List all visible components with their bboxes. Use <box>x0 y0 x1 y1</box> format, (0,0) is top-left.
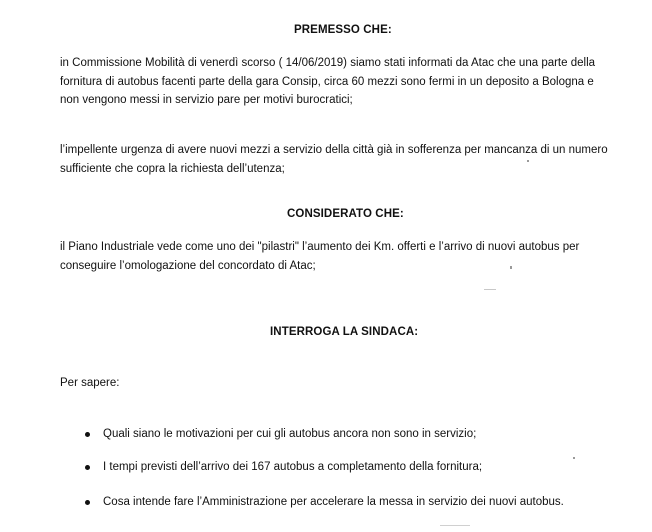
list-item <box>85 461 482 473</box>
paragraph-line: conseguire l’omologazione del concordato di Atac; <box>60 259 316 272</box>
paragraph-line: fornitura di autobus facenti parte della gara Consip, circa 60 mezzi sono fermi in un deposito a Bologna e <box>60 75 594 88</box>
scan-speck <box>510 266 512 269</box>
bullet-icon <box>85 500 90 505</box>
heading-considerato-che: CONSIDERATO CHE: <box>287 208 404 220</box>
scan-speck <box>440 525 470 526</box>
per-sapere-line: Per sapere: <box>60 377 120 389</box>
scan-speck <box>484 289 496 290</box>
list-item <box>85 496 564 508</box>
heading-interroga-la-sindaca: INTERROGA LA SINDACA: <box>270 326 419 338</box>
list-item-text: Quali siano le motivazioni per cui gli autobus ancora non sono in servizio; <box>103 428 477 440</box>
bullet-icon <box>85 465 90 470</box>
scan-speck <box>527 160 529 162</box>
paragraph-line: sufficiente che copra la richiesta dell’utenza; <box>60 162 285 175</box>
paragraph-commissione <box>60 54 640 110</box>
paragraph-line: non vengono messi in servizio pare per motivi burocratici; <box>60 94 353 106</box>
heading-premesso-che: PREMESSO CHE: <box>294 24 392 36</box>
list-item <box>85 428 476 440</box>
paragraph-line: il Piano Industriale vede come uno dei "pilastri" l’aumento dei Km. offerti e l’arrivo di nuovi autobus per <box>60 241 580 253</box>
paragraph-piano-industriale <box>60 238 640 275</box>
per-sapere-text <box>60 374 640 393</box>
paragraph-urgenza <box>60 141 640 178</box>
bullet-icon <box>85 432 90 437</box>
list-item-text: I tempi previsti dell’arrivo dei 167 autobus a completamento della fornitura; <box>103 461 483 473</box>
scan-speck <box>573 457 575 459</box>
paragraph-line: in Commissione Mobilità di venerdì scorso ( 14/06/2019) siamo stati informati da Atac che una parte della <box>60 57 596 69</box>
paragraph-line: l’impellente urgenza di avere nuovi mezzi a servizio della città già in sofferenza per mancanza di un numero <box>60 144 608 156</box>
list-item-text: Cosa intende fare l’Amministrazione per accelerare la messa in servizio dei nuovi autobus. <box>103 496 564 508</box>
